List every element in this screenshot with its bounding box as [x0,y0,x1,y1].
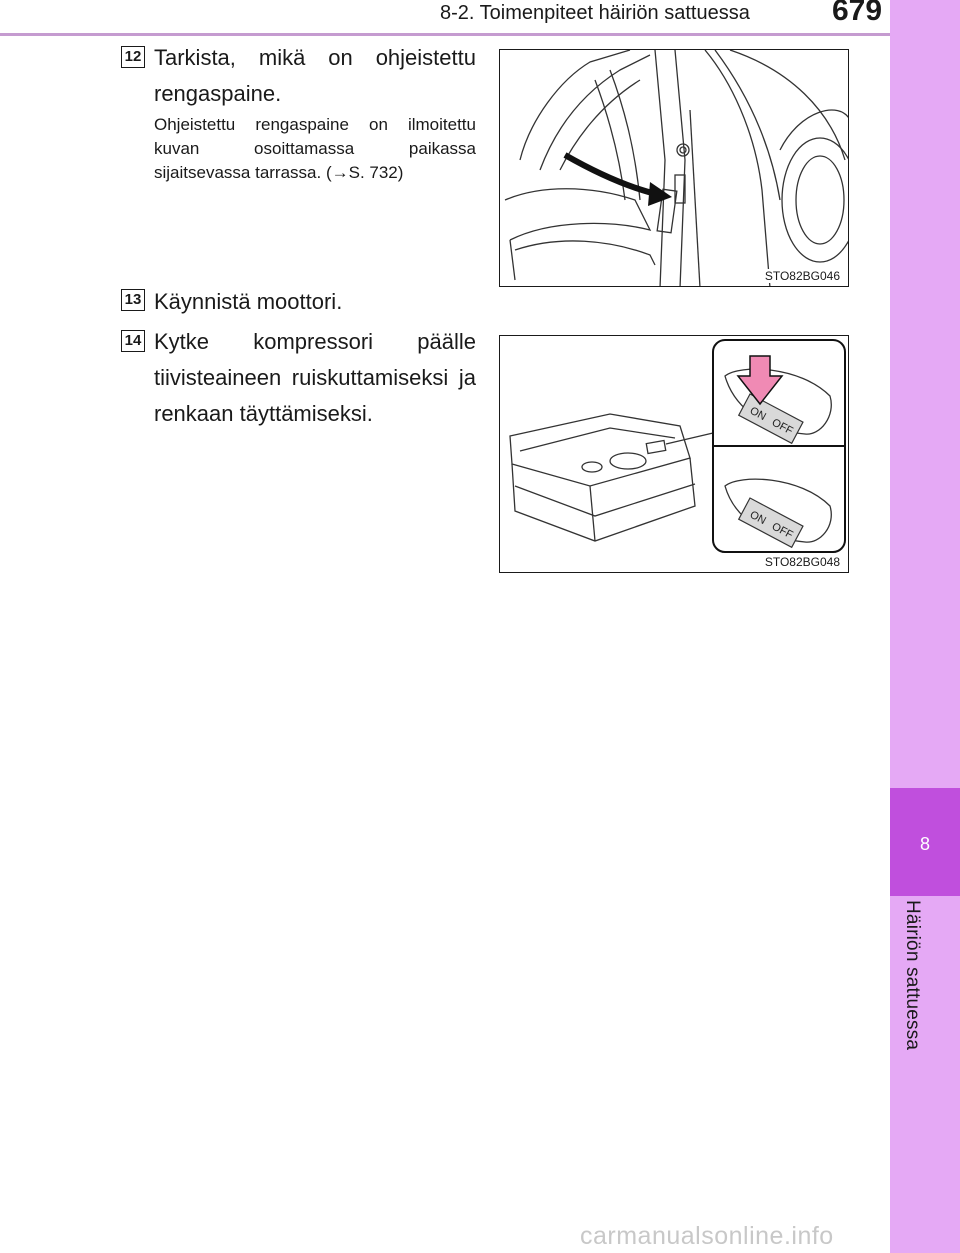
compressor-switch-illustration [499,335,849,573]
tire-pressure-label-illustration [499,49,849,287]
header-divider [0,33,890,36]
step-number-badge: 14 [121,330,145,352]
step-title: Käynnistä moottori. [154,289,343,314]
chapter-side-tab [890,0,960,1253]
step-number-badge: 13 [121,289,145,311]
watermark: carmanualsonline.info [580,1222,834,1250]
switch-on-label: ON [747,404,768,424]
step-note: Ohjeistettu rengaspaine on ilmoitettu kuvan osoittamassa paikassa sijaitsevassa tarrassa. (→S. 732) [154,115,476,182]
page-number: 679 [832,0,883,27]
step-title: Kytke kompressori päälle tiivisteaineen ruiskuttamiseksi ja renkaan täyttämiseksi. [154,329,476,426]
step-title: Tarkista, mikä on ohjeistettu rengaspaine. [154,45,476,106]
switch-on-label: ON [747,508,768,528]
section-title: 8-2. Toimenpiteet häiriön sattuessa [440,2,750,24]
compressor-drawing [500,336,849,573]
switch-off-label: OFF [769,520,795,542]
figure-code: STO82BG048 [764,555,840,569]
chapter-title: Häiriön sattuessa [902,900,923,1051]
switch-off-label: OFF [769,416,795,438]
car-door-pillar-drawing [500,50,849,287]
chapter-number-tab [890,788,960,896]
step-number-badge: 12 [121,46,145,68]
chapter-number: 8 [919,834,930,854]
figure-code: STO82BG046 [764,269,840,283]
